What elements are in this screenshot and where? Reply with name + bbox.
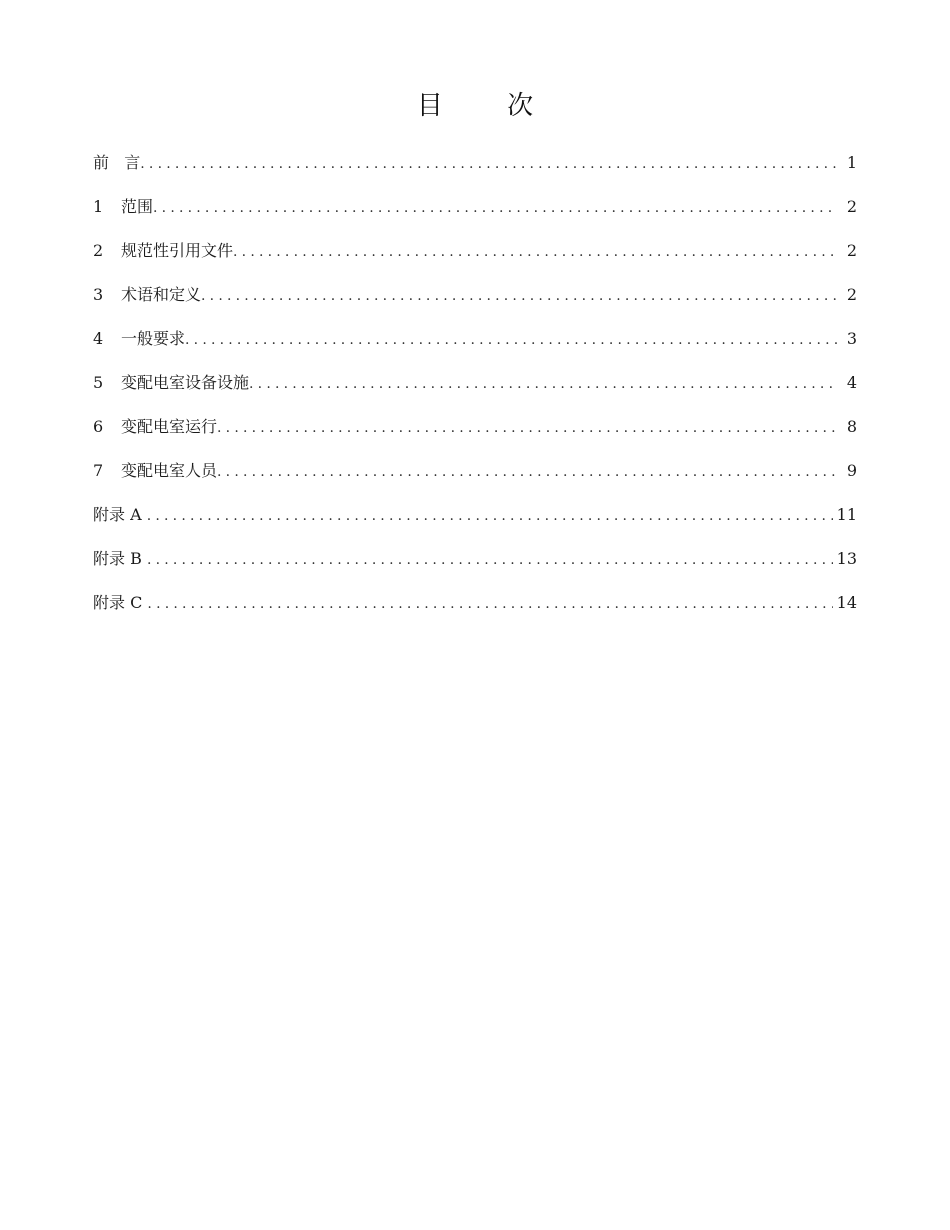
toc-entry-label: 附录 A — [93, 505, 147, 524]
toc-entry-label: 附录 B — [93, 549, 147, 568]
toc-entry-foreword[interactable] — [93, 148, 857, 192]
toc-entry-normative-references[interactable] — [93, 236, 857, 280]
toc-entry-number: 2 — [93, 241, 104, 260]
toc-entry-page: 9 — [846, 461, 857, 480]
toc-entry-label: 术语和定义 — [121, 285, 202, 304]
toc-entry-operation[interactable] — [93, 412, 857, 456]
toc-entry-label: 前 言 — [93, 153, 141, 172]
toc-entry-number: 6 — [93, 417, 104, 436]
toc-entry-number: 3 — [93, 285, 104, 304]
toc-title: 目 次 — [416, 91, 562, 121]
toc-entry-equipment-facilities[interactable] — [93, 368, 857, 412]
toc-entry-page: 13 — [836, 549, 857, 568]
toc-entry-page: 2 — [846, 241, 857, 260]
toc-dot-leader — [140, 149, 837, 179]
toc-dot-leader — [217, 413, 837, 443]
toc-entry-page: 1 — [846, 153, 857, 172]
toc-dot-leader — [153, 193, 837, 223]
toc-entry-appendix-a[interactable] — [93, 500, 857, 544]
toc-entry-label: 变配电室设备设施 — [121, 373, 250, 392]
toc-entry-label: 一般要求 — [121, 329, 186, 348]
toc-entry-page: 4 — [846, 373, 857, 392]
toc-entry-label: 规范性引用文件 — [121, 241, 234, 260]
toc-entry-appendix-b[interactable] — [93, 544, 857, 588]
toc-entry-scope[interactable] — [93, 192, 857, 236]
toc-entry-page: 2 — [846, 285, 857, 304]
toc-entry-page: 14 — [836, 593, 857, 612]
toc-dot-leader — [217, 457, 837, 487]
toc-dot-leader — [249, 369, 837, 399]
toc-dot-leader — [233, 237, 837, 267]
toc-entry-page: 8 — [846, 417, 857, 436]
toc-list — [93, 148, 857, 632]
toc-dot-leader — [185, 325, 837, 355]
toc-entry-terms-definitions[interactable] — [93, 280, 857, 324]
toc-dot-leader — [147, 501, 833, 531]
toc-entry-number: 7 — [93, 461, 104, 480]
toc-entry-label: 范围 — [121, 197, 154, 216]
toc-entry-general-requirements[interactable] — [93, 324, 857, 368]
toc-entry-page: 2 — [846, 197, 857, 216]
toc-entry-label: 变配电室人员 — [121, 461, 218, 480]
toc-entry-personnel[interactable] — [93, 456, 857, 500]
toc-entry-number: 1 — [93, 197, 104, 216]
toc-entry-number: 4 — [93, 329, 104, 348]
toc-entry-page: 3 — [846, 329, 857, 348]
toc-dot-leader — [201, 281, 837, 311]
toc-entry-label: 附录 C — [93, 593, 148, 612]
toc-entry-appendix-c[interactable] — [93, 588, 857, 632]
toc-dot-leader — [147, 589, 832, 619]
toc-entry-page: 11 — [836, 505, 857, 524]
toc-entry-number: 5 — [93, 373, 104, 392]
toc-entry-label: 变配电室运行 — [121, 417, 218, 436]
toc-dot-leader — [147, 545, 833, 575]
